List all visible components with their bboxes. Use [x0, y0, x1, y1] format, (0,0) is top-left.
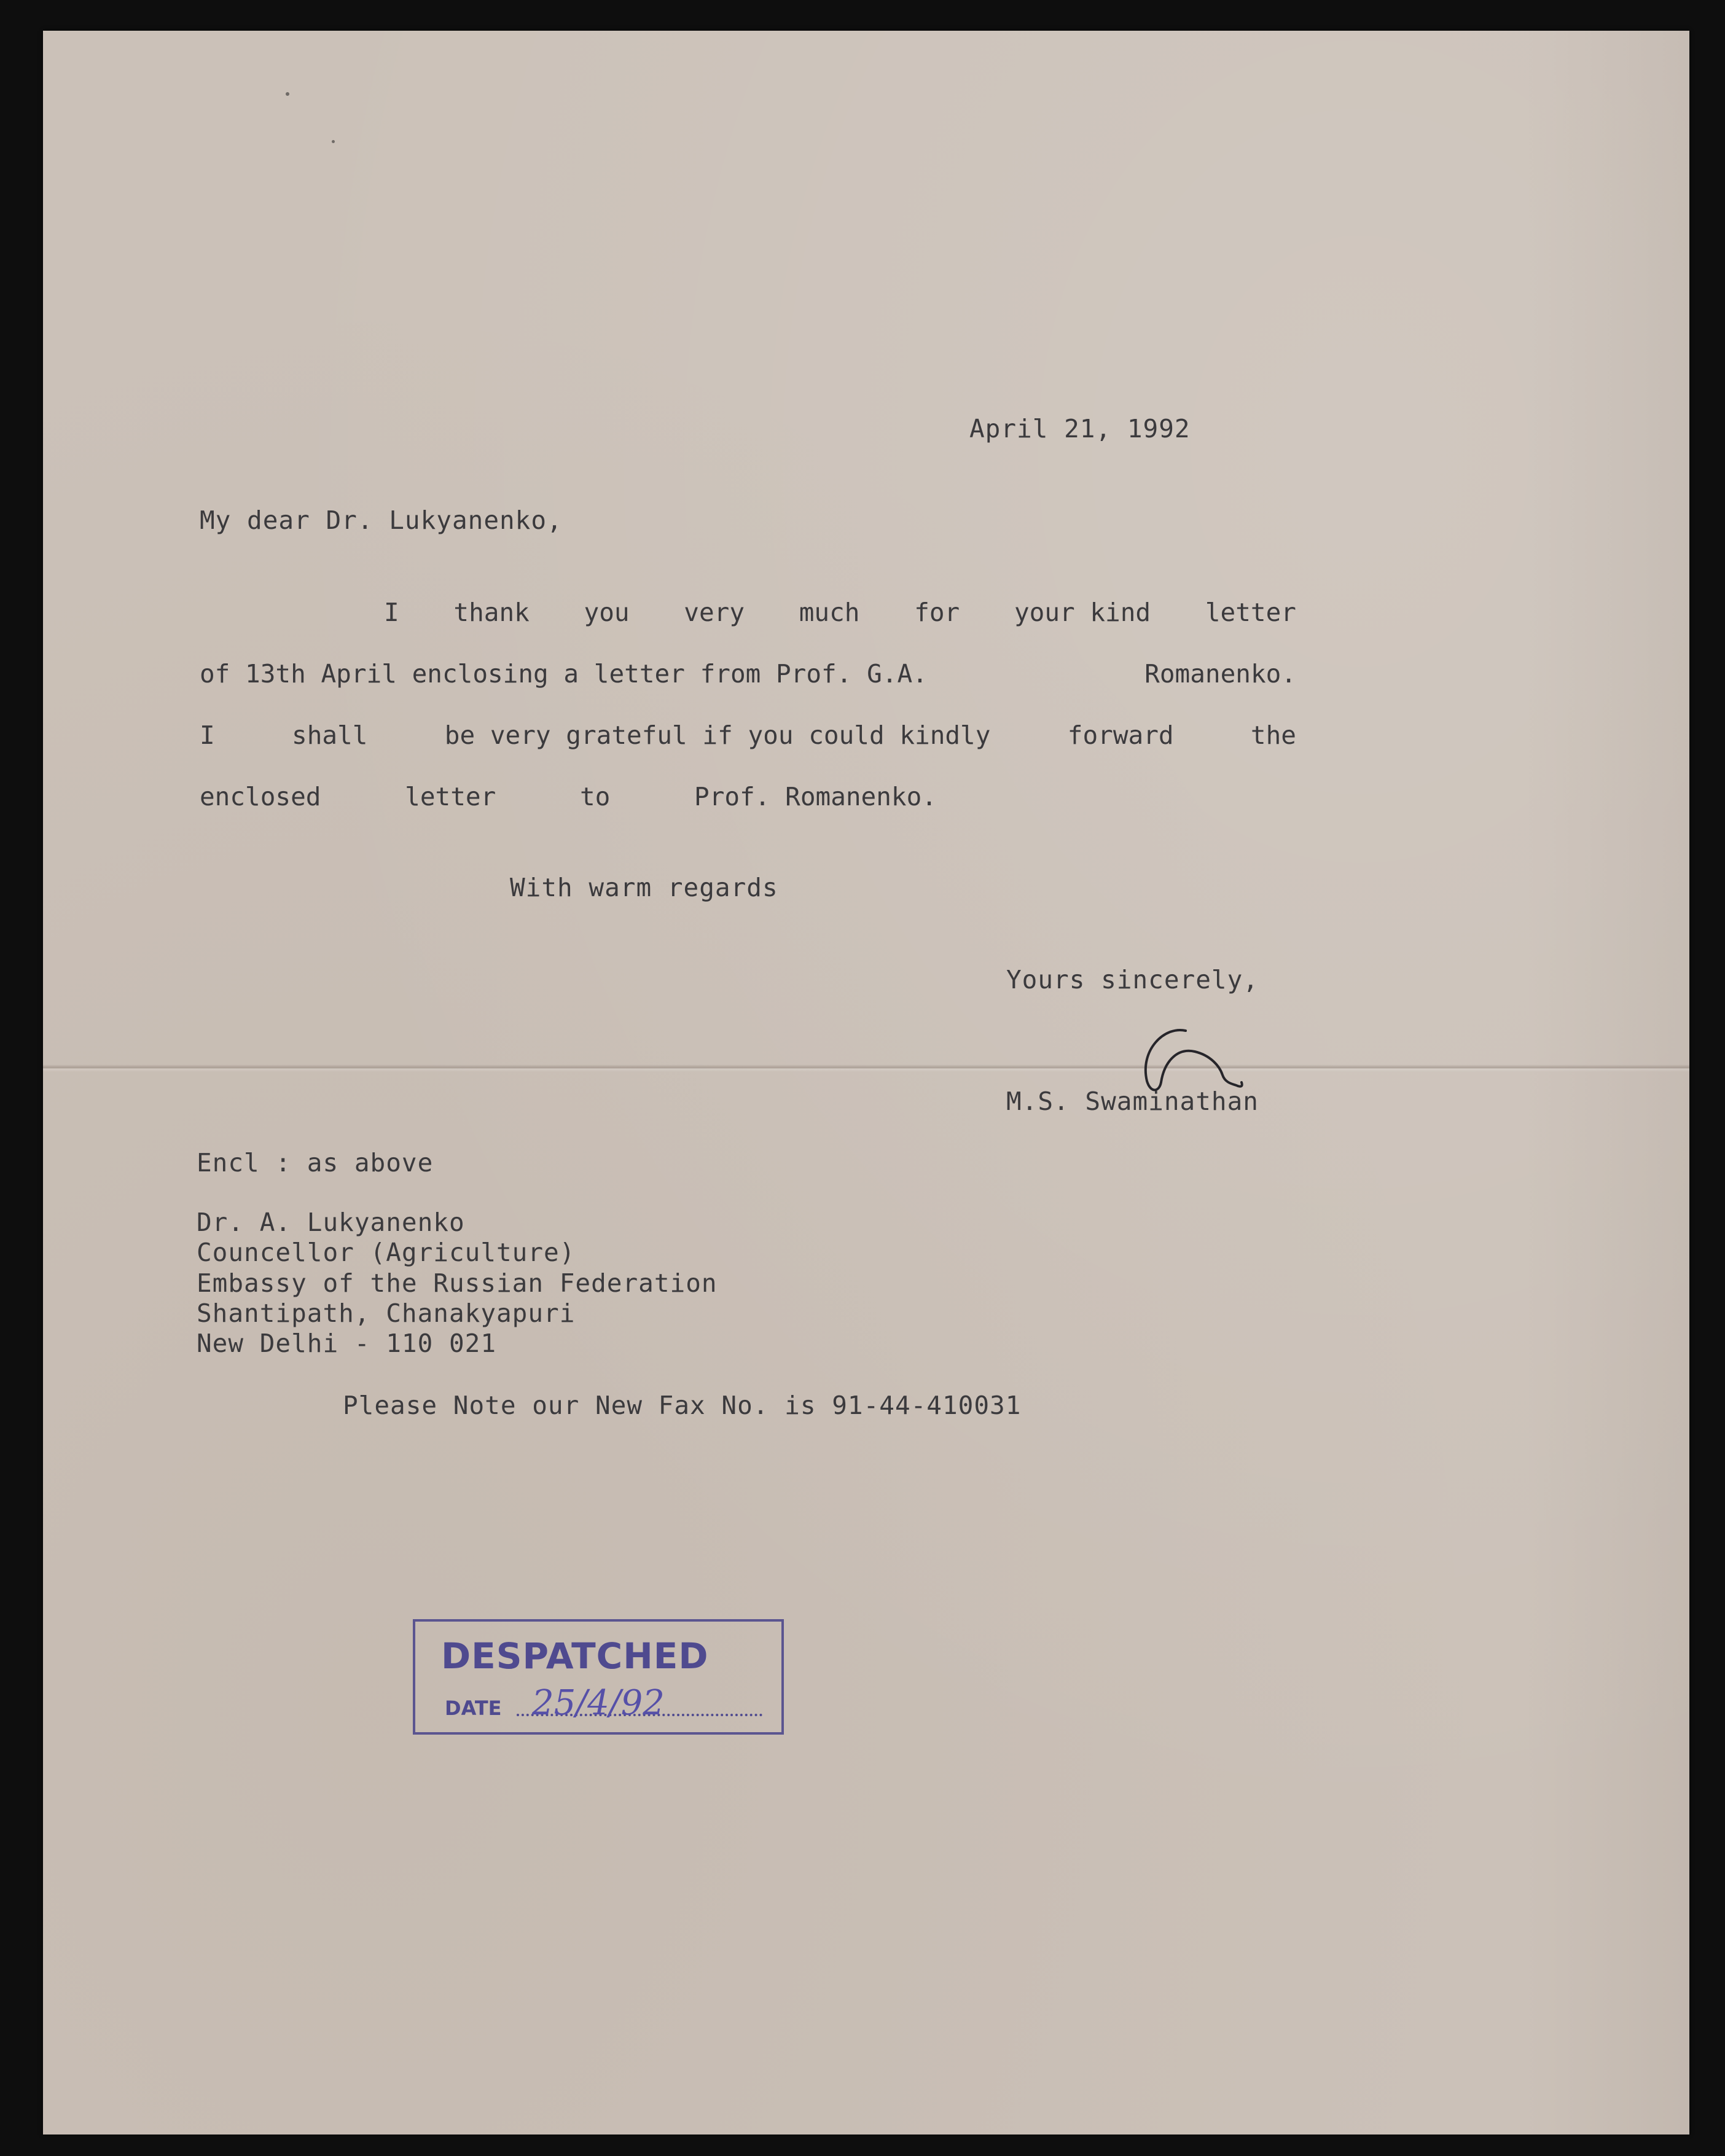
body-word: forward — [1067, 721, 1174, 750]
stamp-date-value: 25/4/92 — [532, 1683, 665, 1723]
body-word: you — [584, 598, 630, 627]
body-word: thank — [453, 598, 530, 627]
body-word: of 13th April enclosing a letter from Prof. G.A. — [200, 659, 928, 689]
body-line-2 — [200, 659, 1296, 689]
paper-fold — [43, 1064, 1689, 1072]
body-word: Prof. Romanenko. — [694, 782, 937, 811]
paper-speck — [286, 92, 289, 96]
address-line-city: New Delhi - 110 021 — [197, 1329, 496, 1358]
signature-stroke — [1146, 1030, 1242, 1090]
body-word: very — [684, 598, 745, 627]
address-line-embassy: Embassy of the Russian Federation — [197, 1268, 718, 1298]
closing-regards: With warm regards — [510, 873, 778, 902]
body-word: the — [1250, 721, 1296, 750]
address-line-name: Dr. A. Lukyanenko — [197, 1208, 465, 1237]
body-word: for — [914, 598, 960, 627]
letter-paper — [43, 31, 1689, 2135]
body-word: I — [200, 721, 215, 750]
body-word: Romanenko. — [1144, 659, 1296, 689]
body-line-4 — [200, 784, 937, 810]
body-word: enclosed — [200, 782, 321, 811]
enclosure-note: Encl : as above — [197, 1148, 434, 1178]
body-word: letter — [1205, 598, 1296, 627]
signatory-name: M.S. Swaminathan — [1006, 1087, 1259, 1116]
body-line-1 — [384, 600, 1296, 625]
body-word: be very grateful if you could kindly — [444, 721, 991, 750]
body-word: to — [579, 782, 611, 811]
address-line-street: Shantipath, Chanakyapuri — [197, 1299, 576, 1328]
body-word: shall — [292, 721, 368, 750]
sign-off: Yours sincerely, — [1006, 965, 1259, 994]
paper-speck — [332, 140, 335, 143]
despatched-stamp — [413, 1619, 784, 1735]
address-line-title: Councellor (Agriculture) — [197, 1238, 576, 1267]
body-word: letter — [405, 782, 496, 811]
letter-date: April 21, 1992 — [969, 414, 1191, 443]
body-word: much — [799, 598, 860, 627]
stamp-title: DESPATCHED — [441, 1635, 709, 1677]
body-word: your kind — [1014, 598, 1151, 627]
stamp-date-label: DATE — [445, 1697, 502, 1720]
salutation: My dear Dr. Lukyanenko, — [200, 506, 563, 535]
body-word: I — [384, 598, 399, 627]
body-line-3 — [200, 723, 1296, 748]
fax-note: Please Note our New Fax No. is 91-44-410031 — [343, 1391, 1022, 1420]
